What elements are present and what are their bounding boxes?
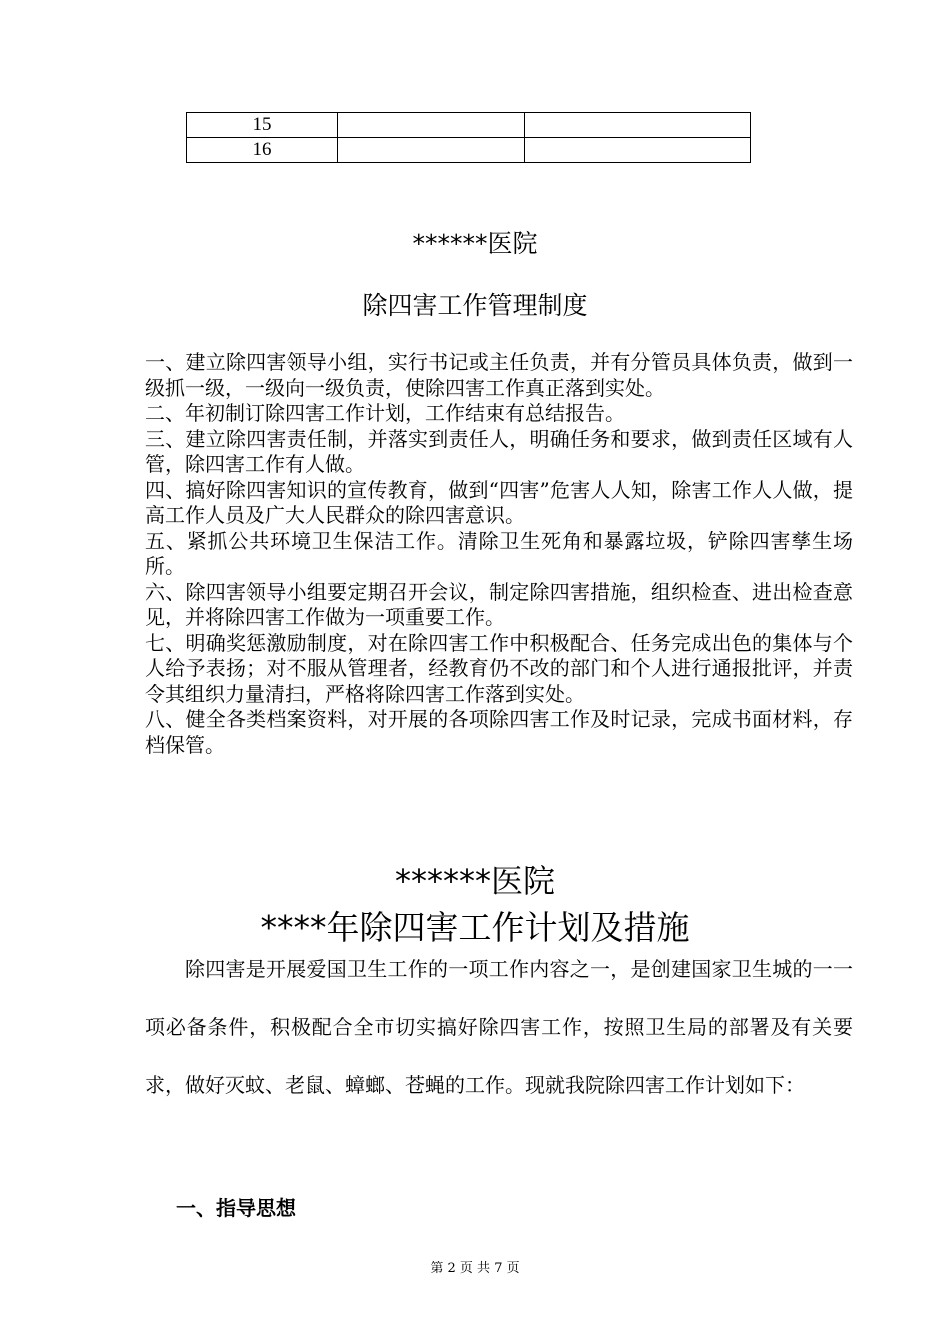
rule-item: 三、建立除四害责任制，并落实到责任人，明确任务和要求，做到责任区域有人管，除四害工作有人做。 [145,426,853,476]
row-number: 16 [187,138,338,163]
rule-item: 五、紧抓公共环境卫生保洁工作。清除卫生死角和暴露垃圾，铲除四害孳生场所。 [145,528,853,578]
plan-title: ****年除四害工作计划及措施 [260,908,690,947]
table-cell [525,138,751,163]
record-table [186,112,751,163]
hospital-name: ******医院 [412,229,538,258]
rule-item: 一、建立除四害领导小组，实行书记或主任负责，并有分管员具体负责，做到一级抓一级，一级向一级负责，使除四害工作真正落到实处。 [145,350,853,400]
table-cell [525,113,751,138]
section-heading: 一、指导思想 [176,1196,296,1220]
row-number: 15 [187,113,338,138]
document-title: 除四害工作管理制度 [362,291,588,320]
rule-item: 四、搞好除四害知识的宣传教育，做到“四害”危害人人知，除害工作人人做，提高工作人员及广大人民群众的除四害意识。 [145,477,853,527]
rules-list [145,350,853,758]
rule-item: 二、年初制订除四害工作计划，工作结束有总结报告。 [145,401,625,425]
hospital-name-2: ******医院 [394,862,555,900]
page-footer: 第 2 页 共 7 页 [430,1261,520,1276]
table-row [187,138,751,163]
table-cell [338,113,525,138]
table-row [187,113,751,138]
intro-paragraph: 除四害是开展爱国卫生工作的一项工作内容之一，是创建国家卫生城的一一项必备条件，积极配合全市切实搞好除四害工作，按照卫生局的部署及有关要求，做好灭蚊、老鼠、蟑螂、苍蝇的工作。现就我院除四害工作计划如下： [145,957,853,1097]
rule-item: 七、明确奖惩激励制度，对在除四害工作中积极配合、任务完成出色的集体与个人给予表扬；对不服从管理者，经教育仍不改的部门和个人进行通报批评，并责令其组织力量清扫，严格将除四害工作落到实处。 [145,630,853,706]
rule-item: 六、除四害领导小组要定期召开会议，制定除四害措施，组织检查、进出检查意见，并将除四害工作做为一项重要工作。 [145,579,853,629]
table-cell [338,138,525,163]
rule-item: 八、健全各类档案资料，对开展的各项除四害工作及时记录，完成书面材料，存档保管。 [145,707,853,757]
